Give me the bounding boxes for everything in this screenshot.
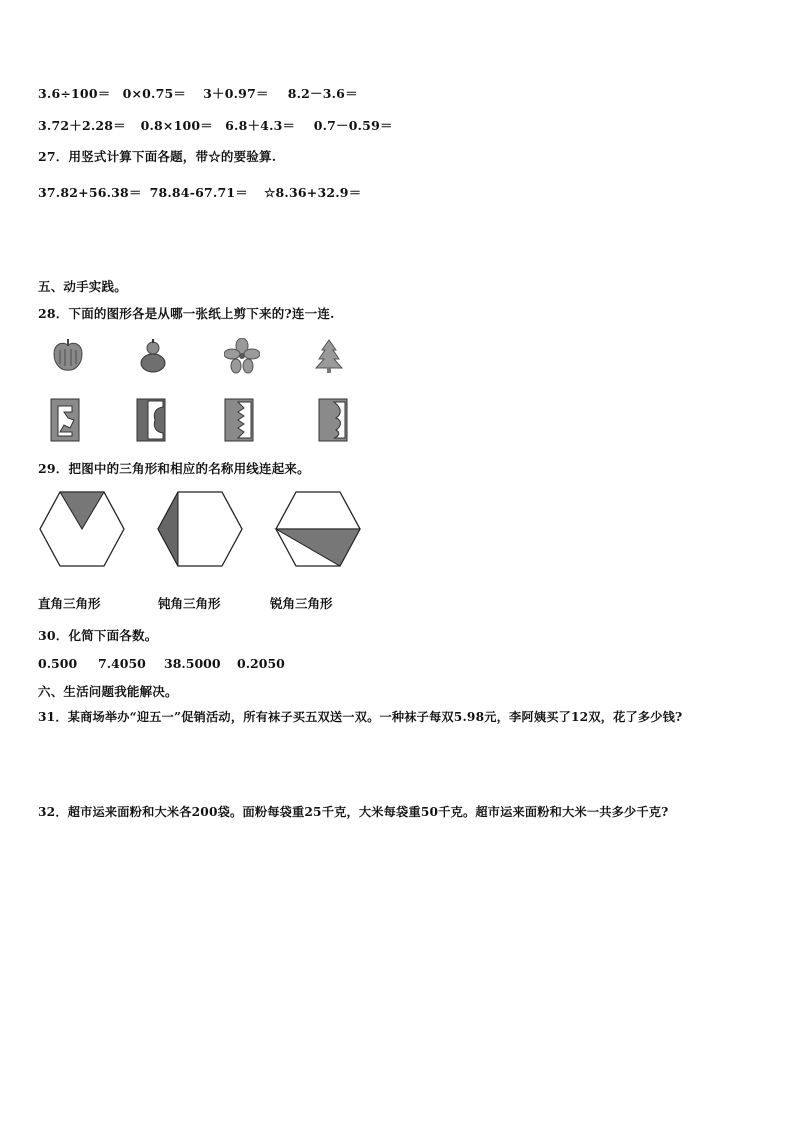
question-27-items xyxy=(38,183,361,201)
calc-item: 0.7－0.59＝ xyxy=(313,118,393,133)
calc-item: 3.72＋2.28＝ xyxy=(38,118,126,133)
calc-row-2 xyxy=(38,116,393,134)
calc-item: 78.84-67.71＝ xyxy=(149,185,248,200)
gourd-shape-icon xyxy=(138,338,168,374)
question-32: 32．超市运来面粉和大米各200袋。面粉每袋重25千克，大米每袋重50千克。超市运来面粉和大米一共多少千克? xyxy=(38,805,669,819)
calc-item: 6.8＋4.3＝ xyxy=(225,118,296,133)
cut-paper-3-icon xyxy=(224,398,254,442)
hexagon-2-icon xyxy=(156,490,244,568)
calc-item: 37.82+56.38＝ xyxy=(38,185,142,200)
calc-item: 0×0.75＝ xyxy=(122,86,187,101)
hexagon-1-icon xyxy=(38,490,126,568)
decimal-number: 0.2050 xyxy=(237,656,285,671)
section-5-heading: 五、动手实践。 xyxy=(38,279,127,294)
question-30-title: 30．化简下面各数。 xyxy=(38,628,158,643)
calc-row-1 xyxy=(38,84,358,102)
question-27-title: 27．用竖式计算下面各题，带☆的要验算. xyxy=(38,149,277,164)
tree-shape-icon xyxy=(314,338,344,374)
label-acute-triangle: 锐角三角形 xyxy=(270,596,333,611)
label-obtuse-triangle: 钝角三角形 xyxy=(158,596,221,611)
question-31: 31．某商场举办“迎五一”促销活动，所有袜子买五双送一双。一种袜子每双5.98元，李阿姨买了12双，花了多少钱? xyxy=(38,710,683,724)
flower-shape-icon xyxy=(224,338,260,374)
calc-item: 8.2－3.6＝ xyxy=(287,86,358,101)
cut-paper-4-icon xyxy=(318,398,348,442)
question-28-title: 28．下面的图形各是从哪一张纸上剪下来的?连一连. xyxy=(38,306,335,321)
decimal-number: 38.5000 xyxy=(164,656,221,671)
calc-item: 3.6÷100＝ xyxy=(38,86,111,101)
apple-shape-icon xyxy=(50,338,86,374)
decimal-number: 7.4050 xyxy=(98,656,146,671)
question-29-title: 29．把图中的三角形和相应的名称用线连起来。 xyxy=(38,461,310,476)
section-6-heading: 六、生活问题我能解决。 xyxy=(38,684,178,699)
calc-item: 3＋0.97＝ xyxy=(203,86,269,101)
hexagon-3-icon xyxy=(274,490,362,568)
calc-item: ☆8.36+32.9＝ xyxy=(264,185,362,200)
label-right-triangle: 直角三角形 xyxy=(38,596,101,611)
cut-paper-2-icon xyxy=(136,398,166,442)
calc-item: 0.8×100＝ xyxy=(140,118,213,133)
decimal-number: 0.500 xyxy=(38,656,78,671)
cut-paper-1-icon xyxy=(50,398,80,442)
